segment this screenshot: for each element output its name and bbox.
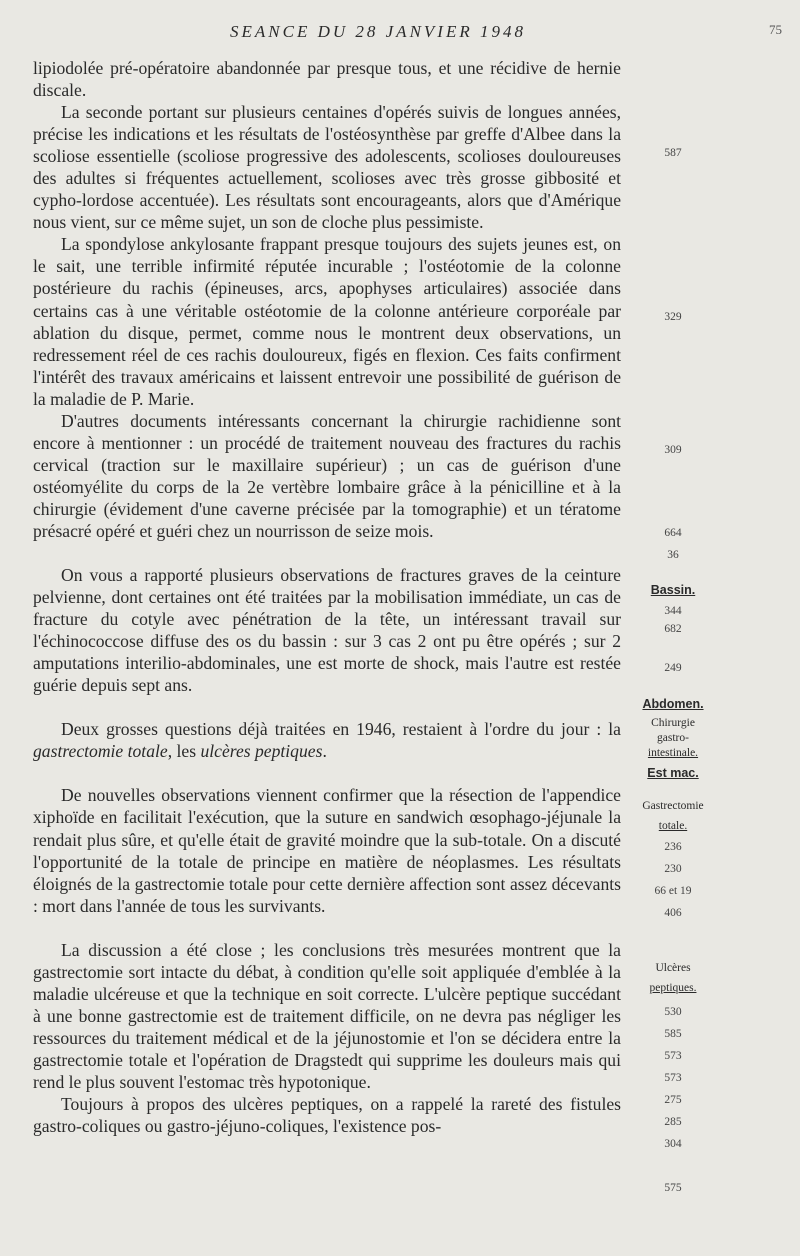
margin-ref-number: 236 bbox=[664, 841, 682, 853]
page-number: 75 bbox=[769, 22, 782, 37]
margin-ref-number: 344 bbox=[664, 605, 682, 617]
paragraph-text: , les bbox=[167, 741, 201, 762]
margin-ref-number: 275 bbox=[664, 1094, 682, 1106]
margin-ref-number: 249 bbox=[664, 662, 682, 674]
margin-subheading: totale. bbox=[658, 820, 688, 832]
margin-ref-number: 530 bbox=[664, 1006, 682, 1018]
margin-heading-abdomen: Abdomen. bbox=[642, 697, 704, 711]
paragraph: De nouvelles observations viennent confirmer que la résection de l'appendice xiphoïde en facilitait l'exécution, que la suture en sandwich œsophago-jéjunale la rendait plus sûre, et qu'elle était de gravité moindre que la sub-totale. On a discuté l'opportunité de la totale de principe en matière de néoplasmes. Les résultats éloignés de la gastrectomie totale pour cette dernière affection sont assez décevants : mort dans l'année de tous les survivants. bbox=[33, 785, 621, 916]
margin-ref-number: 285 bbox=[664, 1116, 682, 1128]
paragraph: On vous a rapporté plusieurs observations de fractures graves de la ceinture pelvienne, dont certaines ont été traitées par la mobilisation immédiate, un cas de fracture du cotyle avec pénétration de la tête, un intéressant travail sur l'échinococcose diffuse des os du bassin : sur 3 cas 2 ont pu être opérés ; sur 2 amputations interilio-abdominales, une est morte de shock, mais l'autre est restée guérie depuis sept ans. bbox=[33, 565, 621, 696]
margin-ref-number: 664 bbox=[664, 527, 682, 539]
margin-heading-estomac: Est mac. bbox=[647, 766, 699, 780]
margin-ref-number: 406 bbox=[664, 907, 682, 919]
margin-ref-number: 682 bbox=[664, 623, 682, 635]
margin-ref-number: 585 bbox=[664, 1028, 682, 1040]
paragraph-text: . bbox=[322, 741, 327, 762]
margin-ref-number: 230 bbox=[664, 863, 682, 875]
margin-ref-number: 573 bbox=[664, 1072, 682, 1084]
paragraph: Toujours à propos des ulcères peptiques, on a rappelé la rareté des fistules gastro-coliques ou gastro-jéjuno-coliques, l'existence pos- bbox=[33, 1094, 621, 1137]
paragraph: D'autres documents intéressants concernant la chirurgie rachidienne sont encore à mentionner : un procédé de traitement nouveau des fractures du rachis cervical (traction sur le maxillaire supérieur) ; un cas de guérison d'une ostéomyélite du corps de la 2e vertèbre lombaire grâce à la pénicilline et à la chirurgie (évidement d'une caverne précisée par la tomographie) et un tératome présacré opéré et guéri chez un nourrisson de seize mois. bbox=[33, 410, 621, 541]
margin-ref-number: 575 bbox=[664, 1182, 682, 1194]
margin-ref-number: 36 bbox=[667, 549, 679, 561]
margin-ref-number: 587 bbox=[664, 147, 682, 159]
paragraph: lipiodolée pré-opératoire abandonnée par presque tous, et une récidive de hernie discale. bbox=[33, 58, 621, 101]
margin-subheading: Ulcères bbox=[655, 962, 691, 974]
margin-ref-number: 329 bbox=[664, 311, 682, 323]
paragraph: La spondylose ankylosante frappant presque toujours des sujets jeunes est, on le sait, une terrible infirmité réputée incurable ; l'ostéotomie de la colonne postérieure du rachis (épineuses, arcs, apophyses articulaires) associée dans certains cas à une véritable ostéotomie de la colonne antérieure corporéale par ablation du disque, permet, comme nous le montrent deux observations, un redressement réel de ces rachis douloureux, figés en flexion. Ces faits confirment l'intérêt des travaux américains et laissent entrevoir une possibilité de guérison de la maladie de P. Marie. bbox=[33, 234, 621, 409]
margin-heading-bassin: Bassin. bbox=[650, 583, 696, 597]
paragraph: La discussion a été close ; les conclusions très mesurées montrent que la gastrectomie sort intacte du débat, à condition qu'elle soit appliquée d'emblée à la maladie ulcéreuse et que la technique en soit correcte. L'ulcère peptique succédant à une bonne gastrectomie est de traitement difficile, on ne devra pas négliger les ressources du traitement médical et de la jéjunostomie et l'on se décidera entre la gastrectomie totale et l'opération de Dragstedt qui supprime les douleurs mais qui rend le plus souvent l'estomac très hypotonique. bbox=[33, 939, 621, 1092]
margin-subheading: Chirurgie bbox=[651, 717, 695, 729]
body-text bbox=[33, 57, 621, 1137]
margin-ref-number: 573 bbox=[664, 1050, 682, 1062]
header-title: SEANCE DU 28 JANVIER 1948 bbox=[230, 22, 526, 41]
margin-ref-number: 304 bbox=[664, 1138, 682, 1150]
margin-subheading: intestinale. bbox=[647, 747, 699, 759]
emphasis: ulcères peptiques bbox=[200, 741, 323, 762]
running-header bbox=[0, 22, 800, 46]
margin-ref-number: 66 et 19 bbox=[654, 885, 692, 897]
emphasis: gastrectomie totale bbox=[33, 741, 168, 762]
paragraph bbox=[33, 718, 621, 762]
paragraph: La seconde portant sur plusieurs centaines d'opérés suivis de longues années, précise les indications et les résultats de l'ostéosynthèse par greffe d'Albee dans la scoliose essentielle (scoliose progressive des adolescents, scolioses douloureuses des adultes si fréquentes actuellement, scolioses avec très grosse gibbosité et cypho-lordose accentuée). Les résultats sont encourageants, alors que d'Amérique nous vient, sur ce même sujet, un son de cloche plus pessimiste. bbox=[33, 102, 621, 233]
margin-ref-number: 309 bbox=[664, 444, 682, 456]
paragraph-text: Deux grosses questions déjà traitées en 1946, restaient à l'ordre du jour : la bbox=[61, 719, 621, 740]
margin-subheading: Gastrectomie bbox=[642, 800, 704, 812]
margin-subheading: peptiques. bbox=[649, 982, 697, 994]
margin-subheading: gastro- bbox=[657, 732, 689, 744]
